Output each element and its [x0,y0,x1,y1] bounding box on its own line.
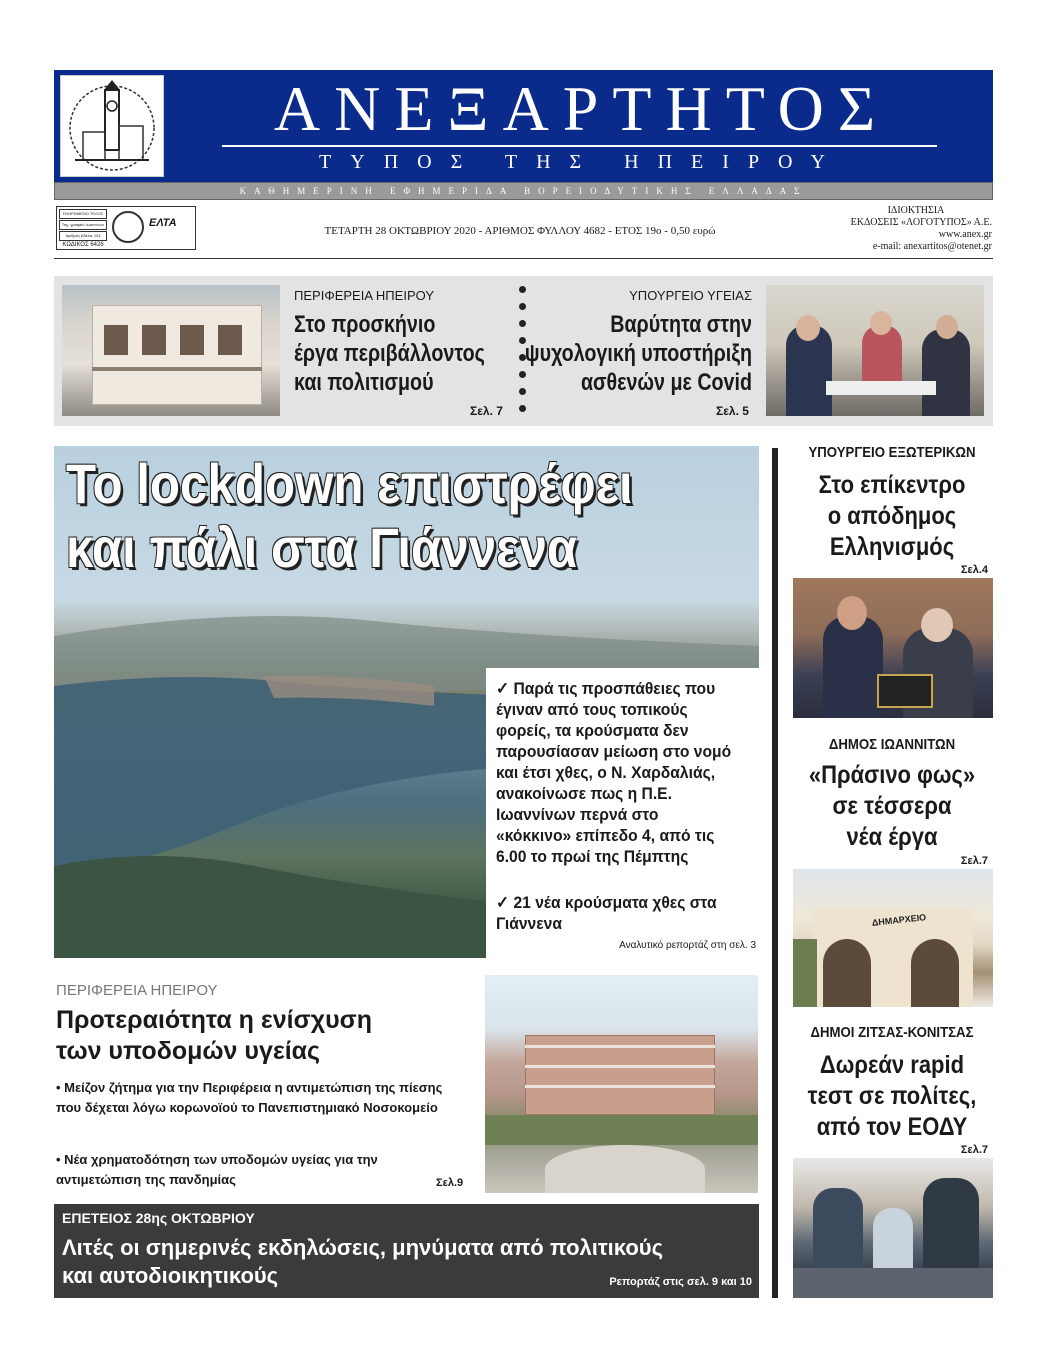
divider [54,258,993,259]
page-ref: Σελ.7 [960,1144,988,1156]
headline-line: από τον ΕΟΔΥ [816,1113,968,1141]
lead-headline[interactable] [66,452,700,580]
town-hall-photo [793,869,993,1007]
post-seal-icon [112,211,144,243]
postage-cell: Αριθμός Άδειας 124 [59,231,107,241]
sidebar-headline[interactable] [799,1050,986,1143]
lead-bullet: ✓ Παρά τις προσπάθειες που έγιναν από τους τοπικούς φορείς, τα κρούσματα δεν παρουσίασαν μείωση στο νομό και έτσι χθες, ο Ν. Χαρδαλιάς, ανακοίνωσε πως η Π.Ε. Ιωαννίνων περνά στο «κόκκινο» επίπεδο 4, από τις 6.00 το πρωί της Πέμπτης [496,679,732,866]
hospital-photo [485,975,758,1193]
headline-line: των υποδομών υγείας [56,1037,321,1065]
postage-cell: Ταχ. γραφείο Ιωαννίνων [59,220,107,230]
health-kicker: ΠΕΡΙΦΕΡΕΙΑ ΗΠΕΙΡΟΥ [56,982,218,999]
headline-line: Ελληνισμός [829,533,955,561]
elta-logo: ΕΛΤΑ [149,217,177,229]
headline-line: και πολιτισμού [294,369,434,396]
page-ref: Σελ.7 [960,855,988,867]
page-ref: Σελ. 5 [716,404,749,418]
sidebar-headline[interactable] [799,760,986,853]
teaser-headline[interactable] [522,310,752,397]
owner-company: ΕΚΔΟΣΕΙΣ «ΛΟΓΟΤΥΠΟΣ» Α.Ε. [850,217,992,228]
town-hall-sign: ΔΗΜΑΡΧΕΙΟ [871,912,927,928]
sidebar-kicker: ΔΗΜΟΙ ΖΙΤΣΑΣ-ΚΟΝΙΤΣΑΣ [810,1024,974,1041]
newspaper-subtitle: ΤΥΠΟΣ ΤΗΣ ΗΠΕΙΡΟΥ [319,151,844,173]
headline-line: σε τέσσερα [832,792,952,820]
issue-line: ΤΕΤΑΡΤΗ 28 ΟΚΤΩΒΡΙΟΥ 2020 - ΑΡΙΘΜΟΣ ΦΥΛΛΟΥ 4682 - ΕΤΟΣ 19ο - 0,50 ευρώ [324,225,716,237]
postage-code: ΚΩΔΙΚΟΣ 6426 [62,242,104,248]
teaser-kicker: ΥΠΟΥΡΓΕΙΟ ΥΓΕΙΑΣ [629,288,752,303]
headline-line: ψυχολογική υποστήριξη [524,340,752,367]
health-bullet: • Μείζον ζήτημα για την Περιφέρεια η αντιμετώπιση της πίεσης που δέχεται λόγω κορωνοϊού το Πανεπιστημιακό Νοσοκομείο [56,1080,443,1115]
headline-line: Το lockdown επιστρέφει [66,452,633,515]
headline-line: ο απόδημος [827,502,957,530]
headline-line: Δωρεάν rapid [819,1051,965,1079]
headline-line: Λιτές οι σημερινές εκδηλώσεις, μηνύματα από πολιτικούς [62,1235,664,1260]
headline-line: τεστ σε πολίτες, [807,1082,977,1110]
sidebar-kicker: ΔΗΜΟΣ ΙΩΑΝΝΙΤΩΝ [828,736,956,753]
headline-line: Βαρύτητα στην [610,311,752,338]
lead-page-ref: Αναλυτικό ρεπορτάζ στη σελ. 3 [619,940,756,951]
headline-line: Στο προσκήνιο [294,311,436,338]
teaser-headline[interactable] [294,310,507,397]
rapid-test-photo [793,1158,993,1298]
health-headline[interactable] [56,1005,476,1067]
masthead-rule [222,145,937,147]
headline-line: και αυτοδιοικητικούς [62,1263,279,1288]
sidebar-divider [772,448,778,1298]
headline-line: νέα έργα [846,823,938,851]
newspaper-title: ΑΝΕΞΑΡΤΗΤΟΣ [273,73,890,144]
owner-email[interactable]: e-mail: anexartitos@otenet.gr [872,241,992,252]
sidebar-headline[interactable] [799,470,986,563]
headline-line: Προτεραιότητα η ενίσχυση [56,1006,373,1034]
clock-tower-logo [60,75,164,177]
owner-website[interactable]: www.anex.gr [938,229,992,240]
page-ref: Σελ.4 [960,564,988,576]
anniversary-page-ref: Ρεπορτάζ στις σελ. 9 και 10 [609,1276,752,1288]
headline-line: Στο επίκεντρο [818,471,966,499]
page-ref: Σελ. 7 [470,404,503,418]
headline-line: ασθενών με Covid [580,369,752,396]
teaser-kicker: ΠΕΡΙΦΕΡΕΙΑ ΗΠΕΙΡΟΥ [294,288,434,303]
headline-line: και πάλι στα Γιάννενα [66,516,578,579]
owner-label: ΙΔΙΟΚΤΗΣΙΑ [887,205,945,216]
page-ref: Σελ.9 [436,1177,464,1189]
ministry-meeting-photo [766,285,984,416]
sidebar-kicker: ΥΠΟΥΡΓΕΙΟ ΕΞΩΤΕΡΙΚΩΝ [808,444,976,461]
headline-line: έργα περιβάλλοντος [294,340,485,367]
headline-line: «Πράσινο φως» [808,761,976,789]
regional-building-photo [62,285,280,416]
lead-bullet: ✓ 21 νέα κρούσματα χθες στα Γιάννενα [496,893,717,933]
foreign-ministry-photo [793,578,993,718]
anniversary-kicker: ΕΠΕΤΕΙΟΣ 28ης ΟΚΤΩΒΡΙΟΥ [62,1210,255,1226]
postage-cell: ΠΛΗΡΩΜΕΝΟ ΤΕΛΟΣ [59,209,107,219]
postage-box [56,206,196,250]
health-bullet: • Νέα χρηματοδότηση των υποδομών υγείας για την αντιμετώπιση της πανδημίας [56,1152,378,1187]
owner-block [780,205,992,253]
newspaper-tagline: ΚΑΘΗΜΕΡΙΝΗ ΕΦΗΜΕΡΙΔΑ ΒΟΡΕΙΟΔΥΤΙΚΗΣ ΕΛΛΑΔΑΣ [239,186,808,196]
